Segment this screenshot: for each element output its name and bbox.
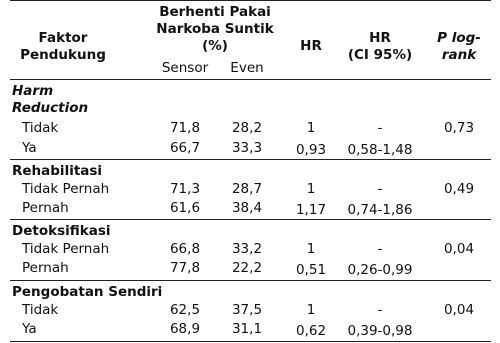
header-faktor-line1: Faktor: [38, 30, 88, 46]
group-title: Pengobatan Sendiri: [12, 284, 163, 300]
row-label: Ya: [22, 321, 37, 337]
row-label: Tidak Pernah: [22, 241, 110, 257]
cell-ci: -: [377, 120, 383, 136]
cell-sensor: 66,7: [169, 140, 201, 156]
cell-hr: 1: [306, 120, 316, 136]
cell-ci: 0,74-1,86: [347, 202, 413, 218]
group-title: Harm: [12, 83, 54, 99]
group-divider: [10, 280, 491, 281]
cell-sensor: 62,5: [169, 302, 201, 318]
group-title-continued: Reduction: [12, 100, 89, 116]
cell-even: 37,5: [231, 302, 263, 318]
cell-even: 28,7: [231, 181, 263, 197]
cell-p: 0,73: [443, 120, 475, 136]
header-p-line2: rank: [441, 47, 477, 63]
group-divider: [10, 219, 491, 220]
cell-p: 0,04: [443, 302, 475, 318]
cell-ci: 0,26-0,99: [347, 262, 413, 278]
cell-sensor: 68,9: [169, 321, 201, 337]
cell-hr: 1: [306, 181, 316, 197]
cell-sensor: 71,3: [169, 181, 201, 197]
header-hr: HR: [300, 38, 322, 54]
cell-even: 22,2: [231, 260, 263, 276]
cell-even: 33,2: [231, 241, 263, 257]
cell-even: 38,4: [231, 200, 263, 216]
row-label: Tidak: [22, 120, 59, 136]
cell-p: 0,04: [443, 241, 475, 257]
cell-hr: 0,51: [295, 262, 327, 278]
row-label: Tidak Pernah: [22, 181, 110, 197]
cell-ci: 0,39-0,98: [347, 323, 413, 339]
header-sensor: Sensor: [161, 60, 209, 76]
group-title: Detoksifikasi: [12, 223, 111, 239]
cell-sensor: 61,6: [169, 200, 201, 216]
cell-hr: 0,93: [295, 142, 327, 158]
cell-hr: 1: [306, 302, 316, 318]
row-label: Pernah: [22, 260, 69, 276]
group-title: Rehabilitasi: [12, 163, 103, 179]
row-label: Ya: [22, 140, 37, 156]
cell-hr: 0,62: [295, 323, 327, 339]
cell-sensor: 66,8: [169, 241, 201, 257]
header-even: Even: [230, 60, 264, 76]
cell-ci: -: [377, 181, 383, 197]
header-berhenti-line3: (%): [202, 38, 228, 54]
cell-even: 33,3: [231, 140, 263, 156]
cell-even: 31,1: [231, 321, 263, 337]
header-faktor-line2: Pendukung: [20, 47, 106, 63]
cell-ci: -: [377, 241, 383, 257]
header-hrci-line2: (CI 95%): [347, 47, 413, 63]
row-label: Tidak: [22, 302, 59, 318]
header-berhenti-line2: Narkoba Suntik: [156, 21, 274, 37]
header-hrci-line1: HR: [369, 30, 391, 46]
header-p-line1: P log-: [437, 30, 481, 46]
cell-hr: 1,17: [295, 202, 327, 218]
cell-even: 28,2: [231, 120, 263, 136]
cell-sensor: 77,8: [169, 260, 201, 276]
header-berhenti-line1: Berhenti Pakai: [159, 4, 271, 20]
group-divider: [10, 159, 491, 160]
table-top-rule: [10, 0, 491, 1]
cell-ci: 0,58-1,48: [347, 142, 413, 158]
table-bottom-rule: [10, 341, 491, 342]
cell-p: 0,49: [443, 181, 475, 197]
header-bottom-rule: [10, 79, 491, 80]
row-label: Pernah: [22, 200, 69, 216]
cell-hr: 1: [306, 241, 316, 257]
cell-sensor: 71,8: [169, 120, 201, 136]
cell-ci: -: [377, 302, 383, 318]
